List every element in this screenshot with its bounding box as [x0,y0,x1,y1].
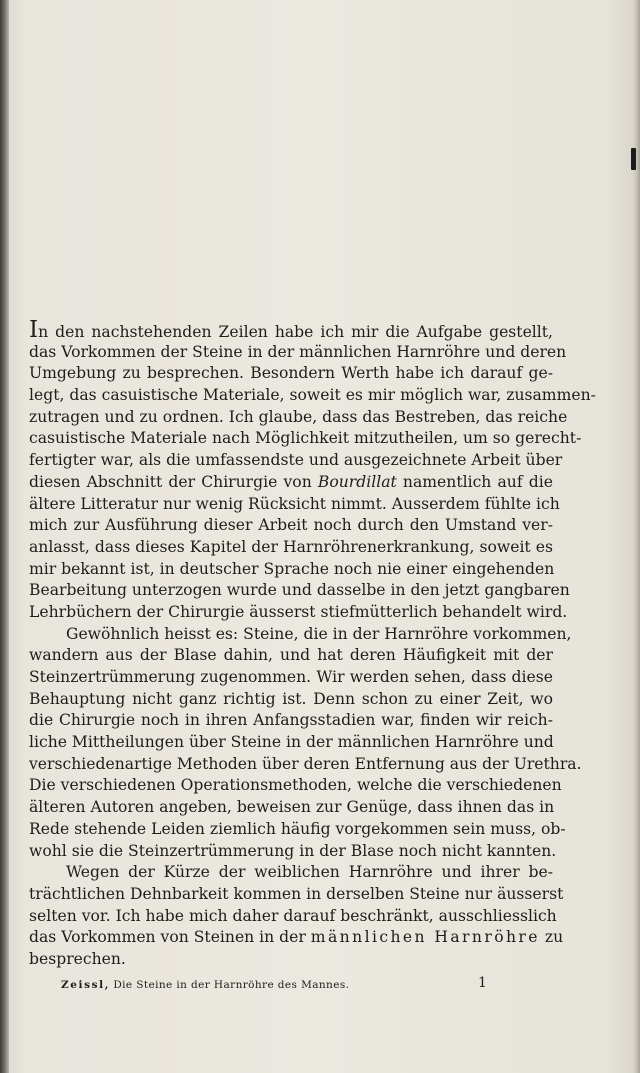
text-line: Die verschiedenen Operationsmethoden, welche die verschiedenen [29,776,562,795]
text-line: Umgebung zu besprechen. Besondern Werth habe ich darauf ge- [29,364,553,383]
text-line: wohl sie die Steinzertrümmerung in der Blase noch nicht kannten. [29,841,557,860]
page-edge-mark [631,148,636,170]
drop-cap: I [29,317,39,343]
text-line: verschiedenartige Methoden über deren Entfernung aus der Urethra. [29,754,582,773]
footer-author: Zeissl, [61,979,111,991]
text-line: casuistische Materiale nach Möglichkeit mitzutheilen, um so gerecht- [29,429,582,448]
body-text [29,317,596,971]
text-line: legt, das casuistische Materiale, soweit es mir möglich war, zusammen- [29,386,596,405]
page-number: 1 [478,975,487,991]
text-line: das Vorkommen der Steine in der männlichen Harnröhre und deren [29,342,567,361]
text-line: mir bekannt ist, in deutscher Sprache noch nie einer eingehenden [29,559,555,578]
text-line: Steinzertrümmerung zugenommen. Wir werden sehen, dass diese [29,668,553,686]
author-name-italic: Bourdillat [317,472,397,491]
text-line: älteren Autoren angeben, beweisen zur Genüge, dass ihnen das in [29,798,555,817]
text-line: Rede stehende Leiden ziemlich häufig vorgekommen sein muss, ob- [29,819,566,838]
text-line: wandern aus der Blase dahin, und hat deren Häufigkeit mit der [29,646,553,665]
book-binding-edge [0,0,9,1073]
footer-title: Die Steine in der Harnröhre des Mannes. [113,979,350,991]
text-line: In den nachstehenden Zeilen habe ich mir die Aufgabe gestellt, [29,317,553,343]
text-line: liche Mittheilungen über Steine in der männlichen Harnröhre und [29,733,554,752]
text-line: das Vorkommen von Steinen in der männlichen Harnröhre zu [29,928,564,947]
text-line: Lehrbüchern der Chirurgie äusserst stiefmütterlich behandelt wird. [29,602,568,621]
text-line: selten vor. Ich habe mich daher darauf beschränkt, ausschliesslich [29,906,557,925]
emphasized-spaced-text: männlichen Harnröhre [310,928,540,947]
text-line: die Chirurgie noch in ihren Anfangsstadien war, finden wir reich- [29,711,553,730]
text-line: Wegen der Kürze der weiblichen Harnröhre und ihrer be- [66,863,553,882]
text-line: diesen Abschnitt der Chirurgie von Bourdillat namentlich auf die [29,472,553,491]
text-line: trächtlichen Dehnbarkeit kommen in derselben Steine nur äusserst [29,884,564,903]
text-line: anlasst, dass dieses Kapitel der Harnröhrenerkrankung, soweit es [29,537,553,556]
text-line: Behauptung nicht ganz richtig ist. Denn schon zu einer Zeit, wo [29,689,553,708]
text-line: besprechen. [29,949,126,968]
page-footer [61,976,491,994]
text-line: mich zur Ausführung dieser Arbeit noch durch den Umstand ver- [29,516,553,535]
text-line: fertigter war, als die umfassendste und ausgezeichnete Arbeit über [29,451,563,470]
text-line: ältere Litteratur nur wenig Rücksicht nimmt. Ausserdem fühlte ich [29,494,560,513]
text-line: Bearbeitung unterzogen wurde und dasselbe in den jetzt gangbaren [29,581,570,600]
text-line: zutragen und zu ordnen. Ich glaube, dass das Bestreben, das reiche [29,407,568,426]
text-line: Gewöhnlich heisst es: Steine, die in der Harnröhre vorkommen, [66,624,572,643]
